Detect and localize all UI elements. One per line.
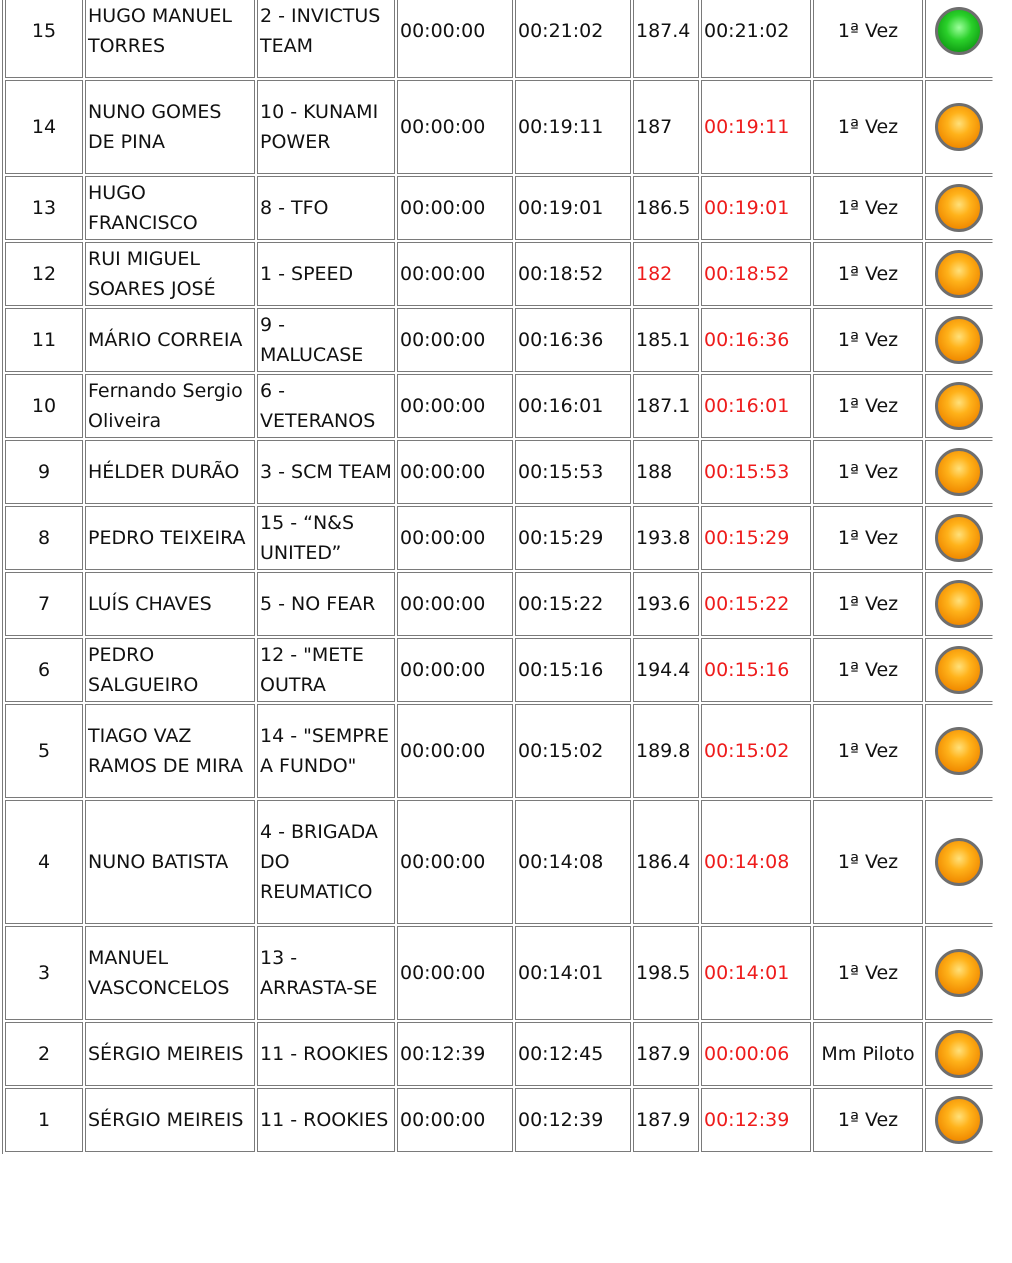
end-time-cell: 00:19:01 — [515, 176, 631, 240]
start-time-cell: 00:00:00 — [397, 176, 513, 240]
driver-name-cell: MÁRIO CORREIA — [85, 308, 255, 372]
speed-cell: 187.4 — [633, 0, 699, 78]
green-status-light-icon — [935, 7, 983, 55]
speed-cell: 189.8 — [633, 704, 699, 798]
orange-status-light-icon — [935, 1096, 983, 1144]
team-cell: 2 - INVICTUS TEAM — [257, 0, 395, 78]
team-cell: 11 - ROOKIES — [257, 1088, 395, 1152]
status-light-cell — [925, 1088, 993, 1152]
driver-name-cell: NUNO GOMES DE PINA — [85, 80, 255, 174]
status-light-cell — [925, 506, 993, 570]
end-time-cell: 00:15:22 — [515, 572, 631, 636]
attempt-cell: 1ª Vez — [813, 80, 923, 174]
end-time-cell: 00:12:45 — [515, 1022, 631, 1086]
driver-name-cell: PEDRO SALGUEIRO — [85, 638, 255, 702]
speed-cell: 187 — [633, 80, 699, 174]
speed-cell: 198.5 — [633, 926, 699, 1020]
table-row — [5, 926, 993, 1020]
team-cell: 4 - BRIGADA DO REUMATICO — [257, 800, 395, 924]
attempt-cell: 1ª Vez — [813, 308, 923, 372]
status-light-cell — [925, 242, 993, 306]
attempt-cell: 1ª Vez — [813, 704, 923, 798]
end-time-cell: 00:14:01 — [515, 926, 631, 1020]
team-cell: 5 - NO FEAR — [257, 572, 395, 636]
end-time-cell: 00:16:36 — [515, 308, 631, 372]
table-row — [5, 1088, 993, 1152]
speed-cell: 187.9 — [633, 1022, 699, 1086]
status-light-cell — [925, 440, 993, 504]
end-time-cell: 00:19:11 — [515, 80, 631, 174]
table-row — [5, 1022, 993, 1086]
table-row — [5, 176, 993, 240]
lap-time-cell: 00:12:39 — [701, 1088, 811, 1152]
team-cell: 12 - "METE OUTRA — [257, 638, 395, 702]
team-cell: 11 - ROOKIES — [257, 1022, 395, 1086]
end-time-cell: 00:16:01 — [515, 374, 631, 438]
lap-time-cell: 00:15:16 — [701, 638, 811, 702]
status-light-cell — [925, 926, 993, 1020]
table-row — [5, 638, 993, 702]
orange-status-light-icon — [935, 1030, 983, 1078]
lap-time-cell: 00:15:02 — [701, 704, 811, 798]
lap-time-cell: 00:19:01 — [701, 176, 811, 240]
attempt-cell: Mm Piloto — [813, 1022, 923, 1086]
start-time-cell: 00:00:00 — [397, 80, 513, 174]
position-cell: 1 — [5, 1088, 83, 1152]
results-table-body — [5, 0, 993, 1152]
start-time-cell: 00:00:00 — [397, 800, 513, 924]
orange-status-light-icon — [935, 250, 983, 298]
orange-status-light-icon — [935, 646, 983, 694]
end-time-cell: 00:15:02 — [515, 704, 631, 798]
position-cell: 14 — [5, 80, 83, 174]
attempt-cell: 1ª Vez — [813, 572, 923, 636]
position-cell: 10 — [5, 374, 83, 438]
start-time-cell: 00:12:39 — [397, 1022, 513, 1086]
team-cell: 1 - SPEED — [257, 242, 395, 306]
driver-name-cell: MANUEL VASCONCELOS — [85, 926, 255, 1020]
start-time-cell: 00:00:00 — [397, 638, 513, 702]
attempt-cell: 1ª Vez — [813, 638, 923, 702]
table-row — [5, 308, 993, 372]
driver-name-cell: SÉRGIO MEIREIS — [85, 1022, 255, 1086]
driver-name-cell: SÉRGIO MEIREIS — [85, 1088, 255, 1152]
lap-time-cell: 00:15:29 — [701, 506, 811, 570]
end-time-cell: 00:15:16 — [515, 638, 631, 702]
driver-name-cell: TIAGO VAZ RAMOS DE MIRA — [85, 704, 255, 798]
driver-name-cell: PEDRO TEIXEIRA — [85, 506, 255, 570]
team-cell: 10 - KUNAMI POWER — [257, 80, 395, 174]
lap-time-cell: 00:18:52 — [701, 242, 811, 306]
speed-cell: 194.4 — [633, 638, 699, 702]
table-row — [5, 704, 993, 798]
team-cell: 3 - SCM TEAM — [257, 440, 395, 504]
status-light-cell — [925, 572, 993, 636]
end-time-cell: 00:18:52 — [515, 242, 631, 306]
start-time-cell: 00:00:00 — [397, 440, 513, 504]
team-cell: 9 - MALUCASE — [257, 308, 395, 372]
position-cell: 7 — [5, 572, 83, 636]
position-cell: 13 — [5, 176, 83, 240]
lap-time-cell: 00:16:01 — [701, 374, 811, 438]
driver-name-cell: HÉLDER DURÃO — [85, 440, 255, 504]
position-cell: 4 — [5, 800, 83, 924]
driver-name-cell: Fernando Sergio Oliveira — [85, 374, 255, 438]
orange-status-light-icon — [935, 448, 983, 496]
orange-status-light-icon — [935, 949, 983, 997]
status-light-cell — [925, 638, 993, 702]
orange-status-light-icon — [935, 727, 983, 775]
attempt-cell: 1ª Vez — [813, 800, 923, 924]
orange-status-light-icon — [935, 316, 983, 364]
orange-status-light-icon — [935, 103, 983, 151]
position-cell: 15 — [5, 0, 83, 78]
position-cell: 9 — [5, 440, 83, 504]
table-row — [5, 0, 993, 78]
table-row — [5, 242, 993, 306]
end-time-cell: 00:21:02 — [515, 0, 631, 78]
start-time-cell: 00:00:00 — [397, 308, 513, 372]
table-row — [5, 80, 993, 174]
position-cell: 12 — [5, 242, 83, 306]
driver-name-cell: NUNO BATISTA — [85, 800, 255, 924]
end-time-cell: 00:14:08 — [515, 800, 631, 924]
attempt-cell: 1ª Vez — [813, 374, 923, 438]
team-cell: 6 - VETERANOS — [257, 374, 395, 438]
position-cell: 2 — [5, 1022, 83, 1086]
start-time-cell: 00:00:00 — [397, 572, 513, 636]
position-cell: 8 — [5, 506, 83, 570]
status-light-cell — [925, 308, 993, 372]
start-time-cell: 00:00:00 — [397, 1088, 513, 1152]
driver-name-cell: LUÍS CHAVES — [85, 572, 255, 636]
start-time-cell: 00:00:00 — [397, 926, 513, 1020]
start-time-cell: 00:00:00 — [397, 242, 513, 306]
speed-cell: 182 — [633, 242, 699, 306]
results-table-container — [2, 0, 995, 1154]
attempt-cell: 1ª Vez — [813, 0, 923, 78]
team-cell: 14 - "SEMPRE A FUNDO" — [257, 704, 395, 798]
attempt-cell: 1ª Vez — [813, 242, 923, 306]
start-time-cell: 00:00:00 — [397, 506, 513, 570]
orange-status-light-icon — [935, 580, 983, 628]
table-row — [5, 374, 993, 438]
position-cell: 11 — [5, 308, 83, 372]
table-row — [5, 440, 993, 504]
end-time-cell: 00:12:39 — [515, 1088, 631, 1152]
status-light-cell — [925, 176, 993, 240]
team-cell: 8 - TFO — [257, 176, 395, 240]
driver-name-cell: HUGO FRANCISCO — [85, 176, 255, 240]
results-table — [2, 0, 995, 1154]
team-cell: 13 - ARRASTA-SE — [257, 926, 395, 1020]
orange-status-light-icon — [935, 184, 983, 232]
attempt-cell: 1ª Vez — [813, 440, 923, 504]
speed-cell: 186.4 — [633, 800, 699, 924]
status-light-cell — [925, 374, 993, 438]
orange-status-light-icon — [935, 382, 983, 430]
orange-status-light-icon — [935, 514, 983, 562]
driver-name-cell: RUI MIGUEL SOARES JOSÉ — [85, 242, 255, 306]
lap-time-cell: 00:14:01 — [701, 926, 811, 1020]
table-row — [5, 800, 993, 924]
attempt-cell: 1ª Vez — [813, 1088, 923, 1152]
start-time-cell: 00:00:00 — [397, 374, 513, 438]
start-time-cell: 00:00:00 — [397, 0, 513, 78]
start-time-cell: 00:00:00 — [397, 704, 513, 798]
orange-status-light-icon — [935, 838, 983, 886]
status-light-cell — [925, 800, 993, 924]
speed-cell: 187.1 — [633, 374, 699, 438]
position-cell: 6 — [5, 638, 83, 702]
status-light-cell — [925, 704, 993, 798]
status-light-cell — [925, 1022, 993, 1086]
position-cell: 5 — [5, 704, 83, 798]
team-cell: 15 - “N&S UNITED” — [257, 506, 395, 570]
speed-cell: 185.1 — [633, 308, 699, 372]
lap-time-cell: 00:00:06 — [701, 1022, 811, 1086]
table-row — [5, 506, 993, 570]
end-time-cell: 00:15:53 — [515, 440, 631, 504]
table-row — [5, 572, 993, 636]
speed-cell: 187.9 — [633, 1088, 699, 1152]
attempt-cell: 1ª Vez — [813, 176, 923, 240]
lap-time-cell: 00:21:02 — [701, 0, 811, 78]
status-light-cell — [925, 0, 993, 78]
end-time-cell: 00:15:29 — [515, 506, 631, 570]
driver-name-cell: HUGO MANUEL TORRES — [85, 0, 255, 78]
lap-time-cell: 00:15:53 — [701, 440, 811, 504]
lap-time-cell: 00:14:08 — [701, 800, 811, 924]
attempt-cell: 1ª Vez — [813, 506, 923, 570]
speed-cell: 186.5 — [633, 176, 699, 240]
lap-time-cell: 00:16:36 — [701, 308, 811, 372]
status-light-cell — [925, 80, 993, 174]
attempt-cell: 1ª Vez — [813, 926, 923, 1020]
lap-time-cell: 00:15:22 — [701, 572, 811, 636]
lap-time-cell: 00:19:11 — [701, 80, 811, 174]
speed-cell: 193.8 — [633, 506, 699, 570]
speed-cell: 188 — [633, 440, 699, 504]
speed-cell: 193.6 — [633, 572, 699, 636]
position-cell: 3 — [5, 926, 83, 1020]
